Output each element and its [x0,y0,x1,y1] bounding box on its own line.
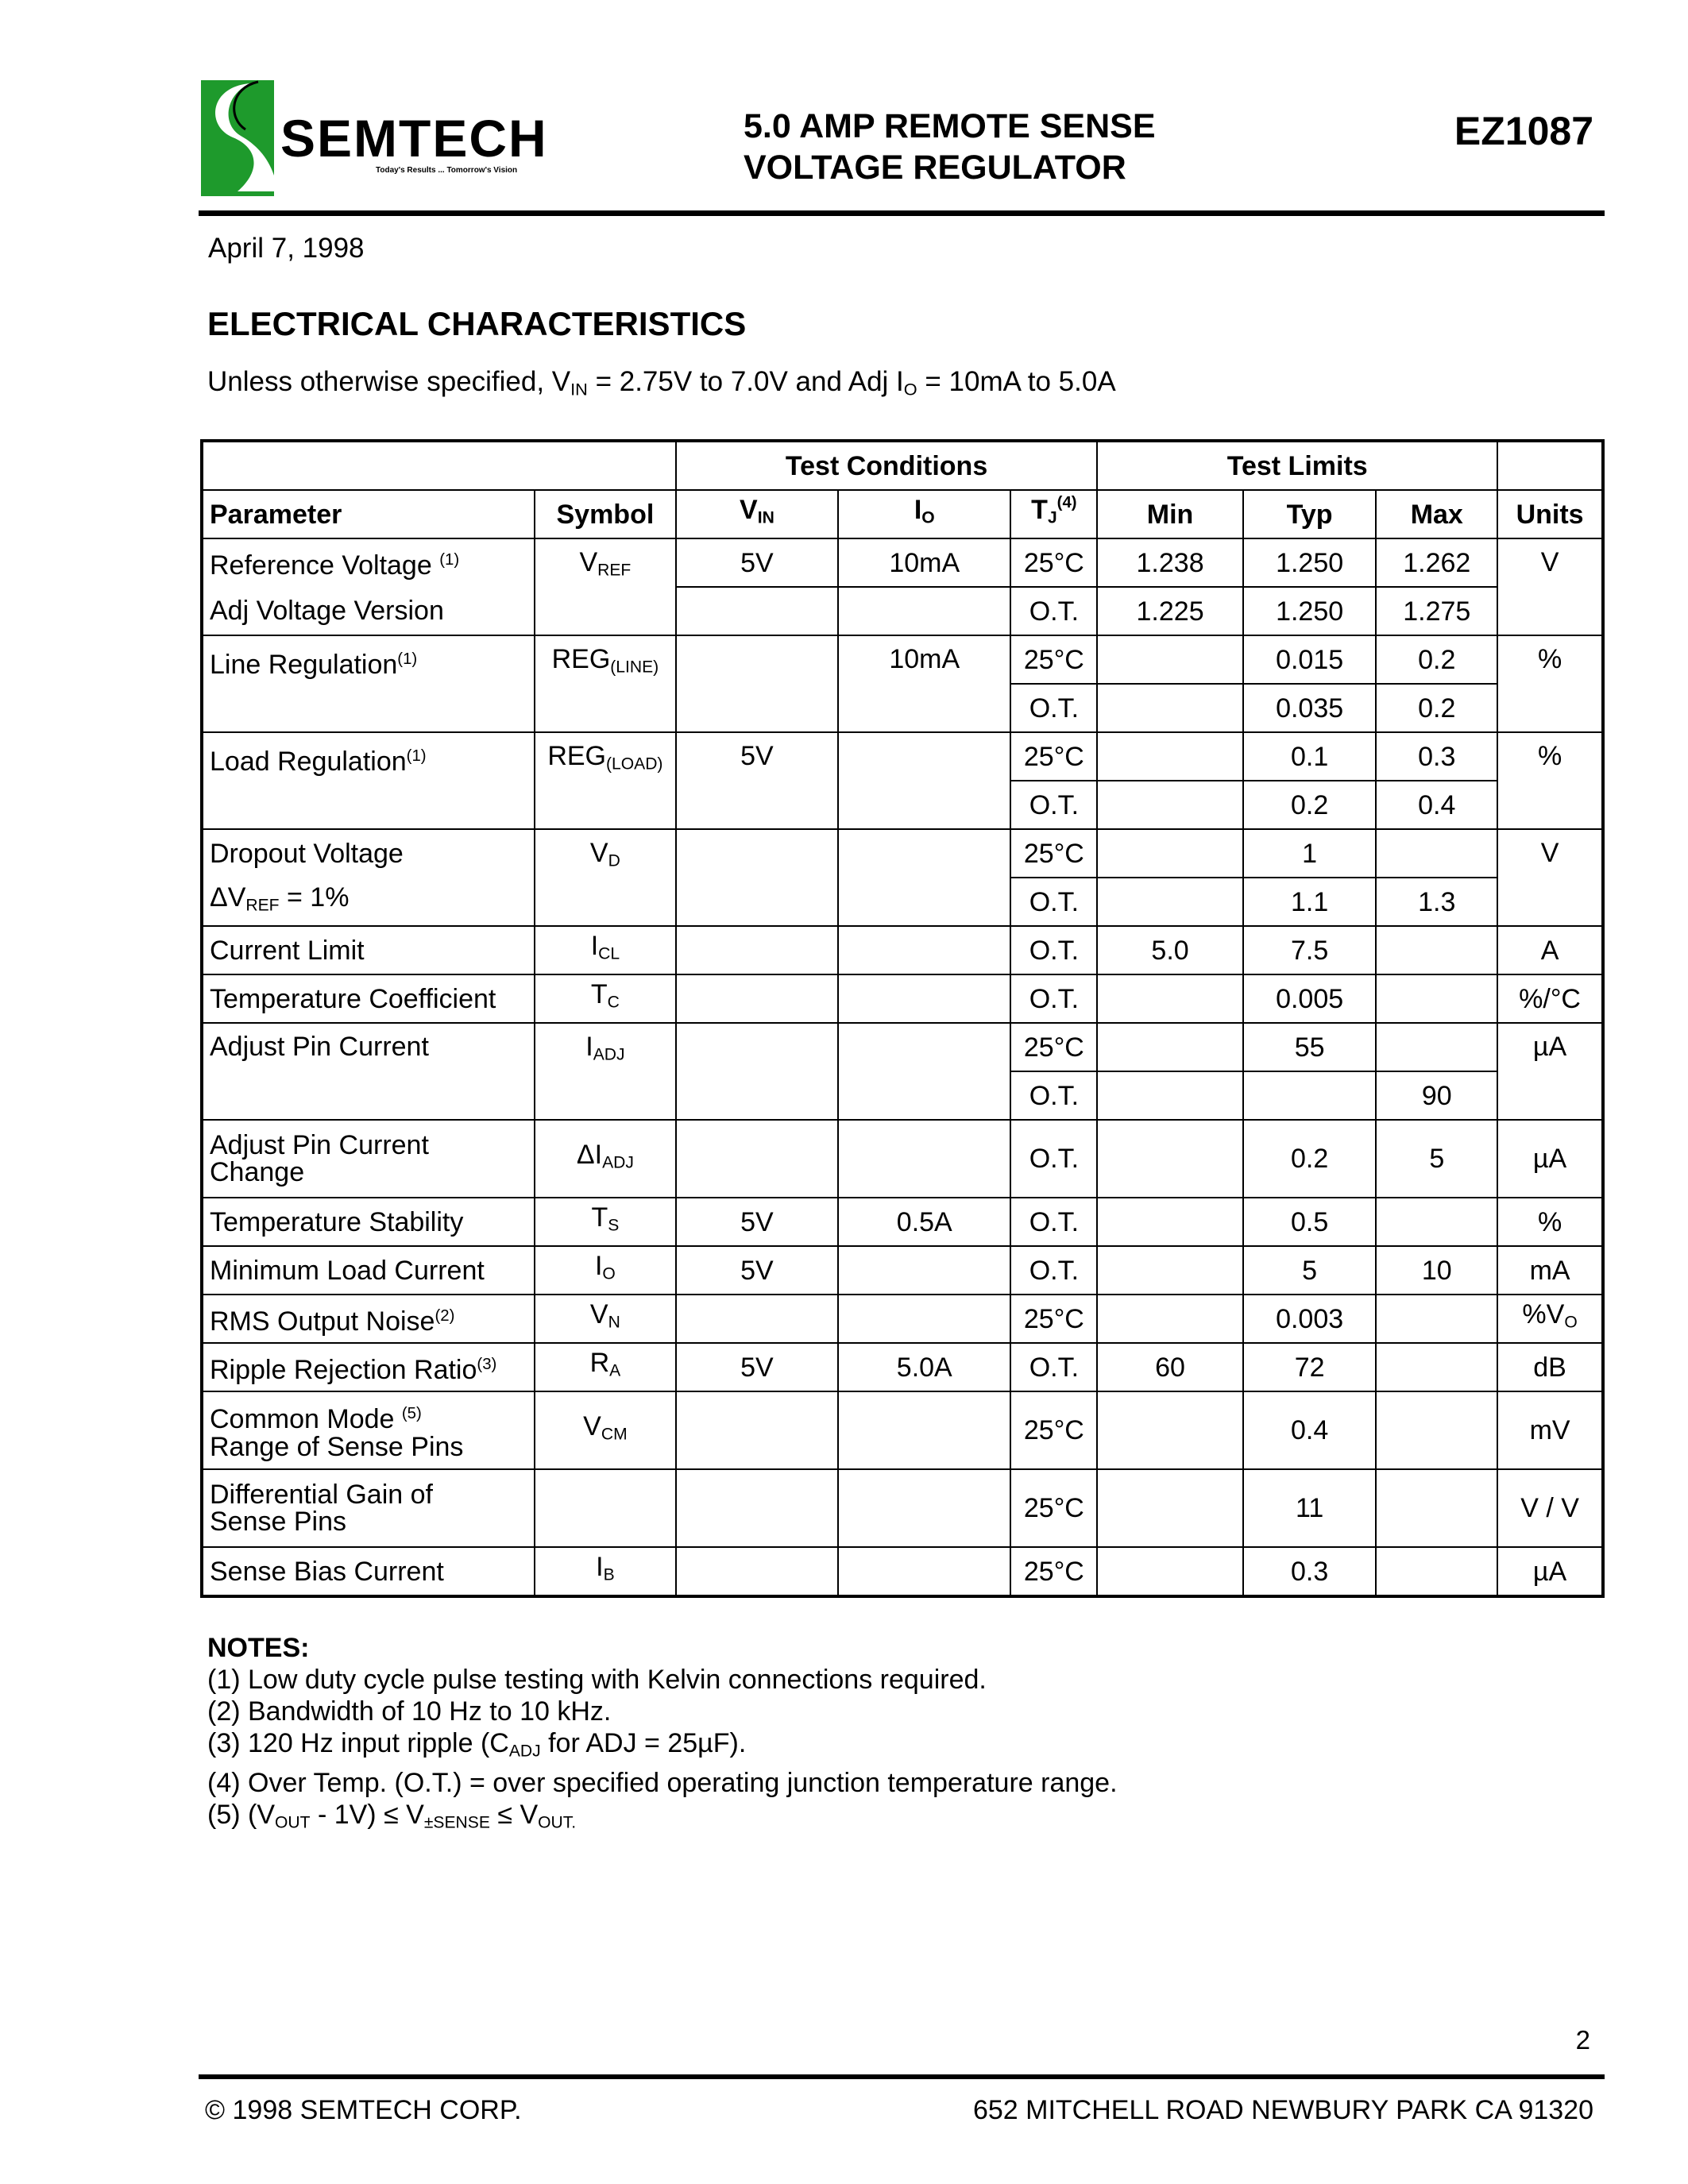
table-group-header-row [202,441,1603,490]
note-3: (3) 120 Hz input ripple ($C_{ADJ}$ for ADJ = 25µF). [207,1728,747,1761]
col-vin: $V_{IN}$ [676,490,838,538]
group-test-conditions: Test Conditions [676,441,1097,490]
table-row: Adjust Pin Current Change $\Delta I_{ADJ}$ O.T. 0.2 5 µA [202,1120,1603,1198]
note-2: (2) Bandwidth of 10 Hz to 10 kHz. [207,1696,612,1727]
table-row: Current Limit $I_{CL}$ O.T. 5.0 7.5 A [202,926,1603,974]
table-row: Adj Voltage Version O.T. 1.225 1.250 1.275 [202,587,1603,635]
notes-heading: NOTES: [207,1633,310,1663]
page-number: 2 [1575,2025,1590,2055]
col-min: Min [1097,490,1243,538]
table-header-row [202,490,1603,538]
table-row: Ripple Rejection Ratio$^{(3)}$ $R_A$ 5V 5.0A O.T. 60 72 dB [202,1343,1603,1391]
note-1: (1) Low duty cycle pulse testing with Kelvin connections required. [207,1665,987,1695]
col-symbol: Symbol [535,490,676,538]
table-row: O.T. 0.035 0.2 [202,684,1603,732]
table-row: Temperature Stability $T_S$ 5V 0.5A O.T. 0.5 % [202,1198,1603,1246]
conditions-statement: Unless otherwise specified, $V_{IN} = 2.75V$ to 7.0V and Adj $I_O = 10mA$ to 5.0A [207,366,1116,399]
table-row: Sense Bias Current $I_B$ 25°C 0.3 µA [202,1547,1603,1596]
table-row: Adjust Pin Current $I_{ADJ}$ 25°C 55 µA [202,1023,1603,1071]
table-row: O.T. 90 [202,1071,1603,1120]
table-row: Dropout Voltage $V_D$ 25°C 1 V [202,829,1603,878]
footer-rule [199,2074,1605,2079]
document-title [744,106,1156,188]
table-row: Load Regulation$^{(1)}$ $REG_{(LOAD)}$ 5V 25°C 0.1 0.3 % [202,732,1603,781]
table-row: O.T. 0.2 0.4 [202,781,1603,829]
note-5: (5) $(V_{OUT} - 1V) \le V_{\pm SENSE} \le V_{OUT.}$ [207,1800,577,1832]
col-tj: $T_J^{(4)}$ [1010,490,1097,538]
electrical-characteristics-table [200,439,1605,1598]
col-max: Max [1376,490,1497,538]
notes-section [207,1632,1118,1839]
table-row: Temperature Coefficient $T_C$ O.T. 0.005 %/°C [202,974,1603,1023]
title-line-2: VOLTAGE REGULATOR [744,149,1126,187]
table-row: $\Delta V_{REF} = 1\%$ O.T. 1.1 1.3 [202,878,1603,926]
footer-address: 652 MITCHELL ROAD NEWBURY PARK CA 91320 [972,2095,1593,2125]
document-date: April 7, 1998 [208,233,365,264]
table-row: Common Mode $^{(5)}$ Range of Sense Pins $V_{CM}$ 25°C 0.4 mV [202,1391,1603,1469]
part-number: EZ1087 [1454,109,1593,153]
table-row: Differential Gain of Sense Pins 25°C 11 V / V [202,1469,1603,1547]
header-rule [199,210,1605,216]
title-line-1: 5.0 AMP REMOTE SENSE [744,107,1156,145]
footer-copyright: © 1998 SEMTECH CORP. [205,2095,522,2125]
table-row: RMS Output Noise$^{(2)}$ $V_N$ 25°C 0.003 $\%V_O$ [202,1295,1603,1343]
col-typ: Typ [1243,490,1377,538]
semtech-logo [201,80,678,196]
table-row: Reference Voltage $^{(1)}$ $V_{REF}$ 5V 10mA 25°C 1.238 1.250 1.262 V [202,538,1603,587]
section-heading: ELECTRICAL CHARACTERISTICS [207,305,747,342]
note-4: (4) Over Temp. (O.T.) = over specified operating junction temperature range. [207,1768,1118,1799]
logo-wordmark: SEMTECH [280,109,548,168]
table-row: Line Regulation$^{(1)}$ $REG_{(LINE)}$ 10mA 25°C 0.015 0.2 % [202,635,1603,684]
table-row: Minimum Load Current $I_O$ 5V O.T. 5 10 mA [202,1246,1603,1295]
col-io: $I_O$ [838,490,1010,538]
col-parameter: Parameter [202,490,535,538]
group-test-limits: Test Limits [1097,441,1497,490]
logo-tagline: Today's Results ... Tomorrow's Vision [376,166,518,175]
col-units: Units [1497,490,1603,538]
